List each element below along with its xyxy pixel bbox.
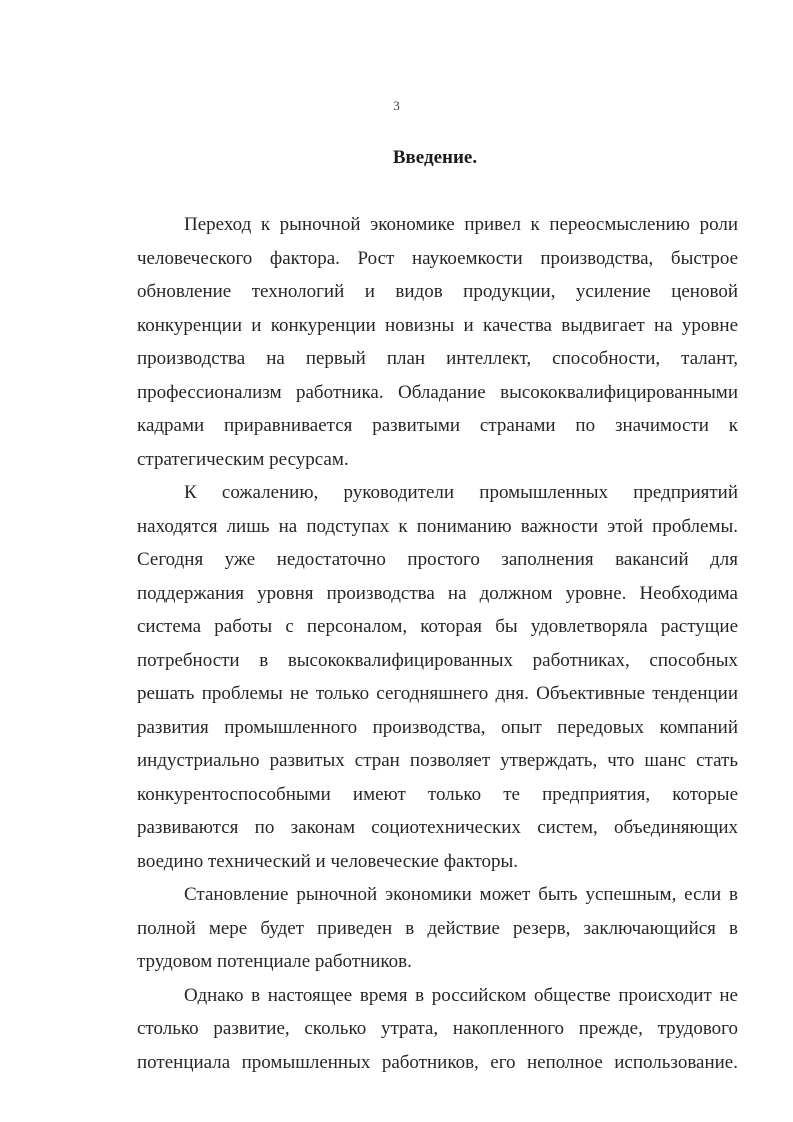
paragraph: Переход к рыночной экономике привел к переосмыслению роли человеческого фактора. Рост наукоемкости производства, быстрое обновление технологий и видов продукции, усиление ценовой конкуренции и конкуренции новизны и качества выдвигает на уровне производства на первый план интеллект, способности, талант, профессионализм работника. Обладание высококвалифицированными кадрами приравнивается развитыми странами по значимости к стратегическим ресурсам.: [137, 214, 738, 470]
body-text: [137, 208, 738, 1079]
paragraph: К сожалению, руководители промышленных предприятий находятся лишь на подступах к пониманию важности этой проблемы. Сегодня уже недостаточно простого заполнения вакансий для поддержания уровня производства на должном уровне. Необходима система работы с персоналом, которая бы удовлетворяла растущие потребности в высококвалифицированных работниках, способных решать проблемы не только сегодняшнего дня. Объективные тенденции развития промышленного производства, опыт передовых компаний индустриально развитых стран позволяет утверждать, что шанс стать конкурентоспособными имеют только те предприятия, которые развиваются по законам социотехнических систем, объединяющих воедино технический и человеческие факторы.: [137, 482, 738, 872]
paragraph: Однако в настоящее время в российском обществе происходит не столько развитие, сколько утрата, накопленного прежде, трудового потенциала промышленных работников, его неполное использование.: [137, 984, 738, 1073]
paragraph: Становление рыночной экономики может быть успешным, если в полной мере будет приведен в действие резерв, заключающийся в трудовом потенциале работников.: [137, 884, 738, 972]
page-number: 3: [393, 98, 400, 113]
section-heading: Введение.: [392, 147, 478, 168]
